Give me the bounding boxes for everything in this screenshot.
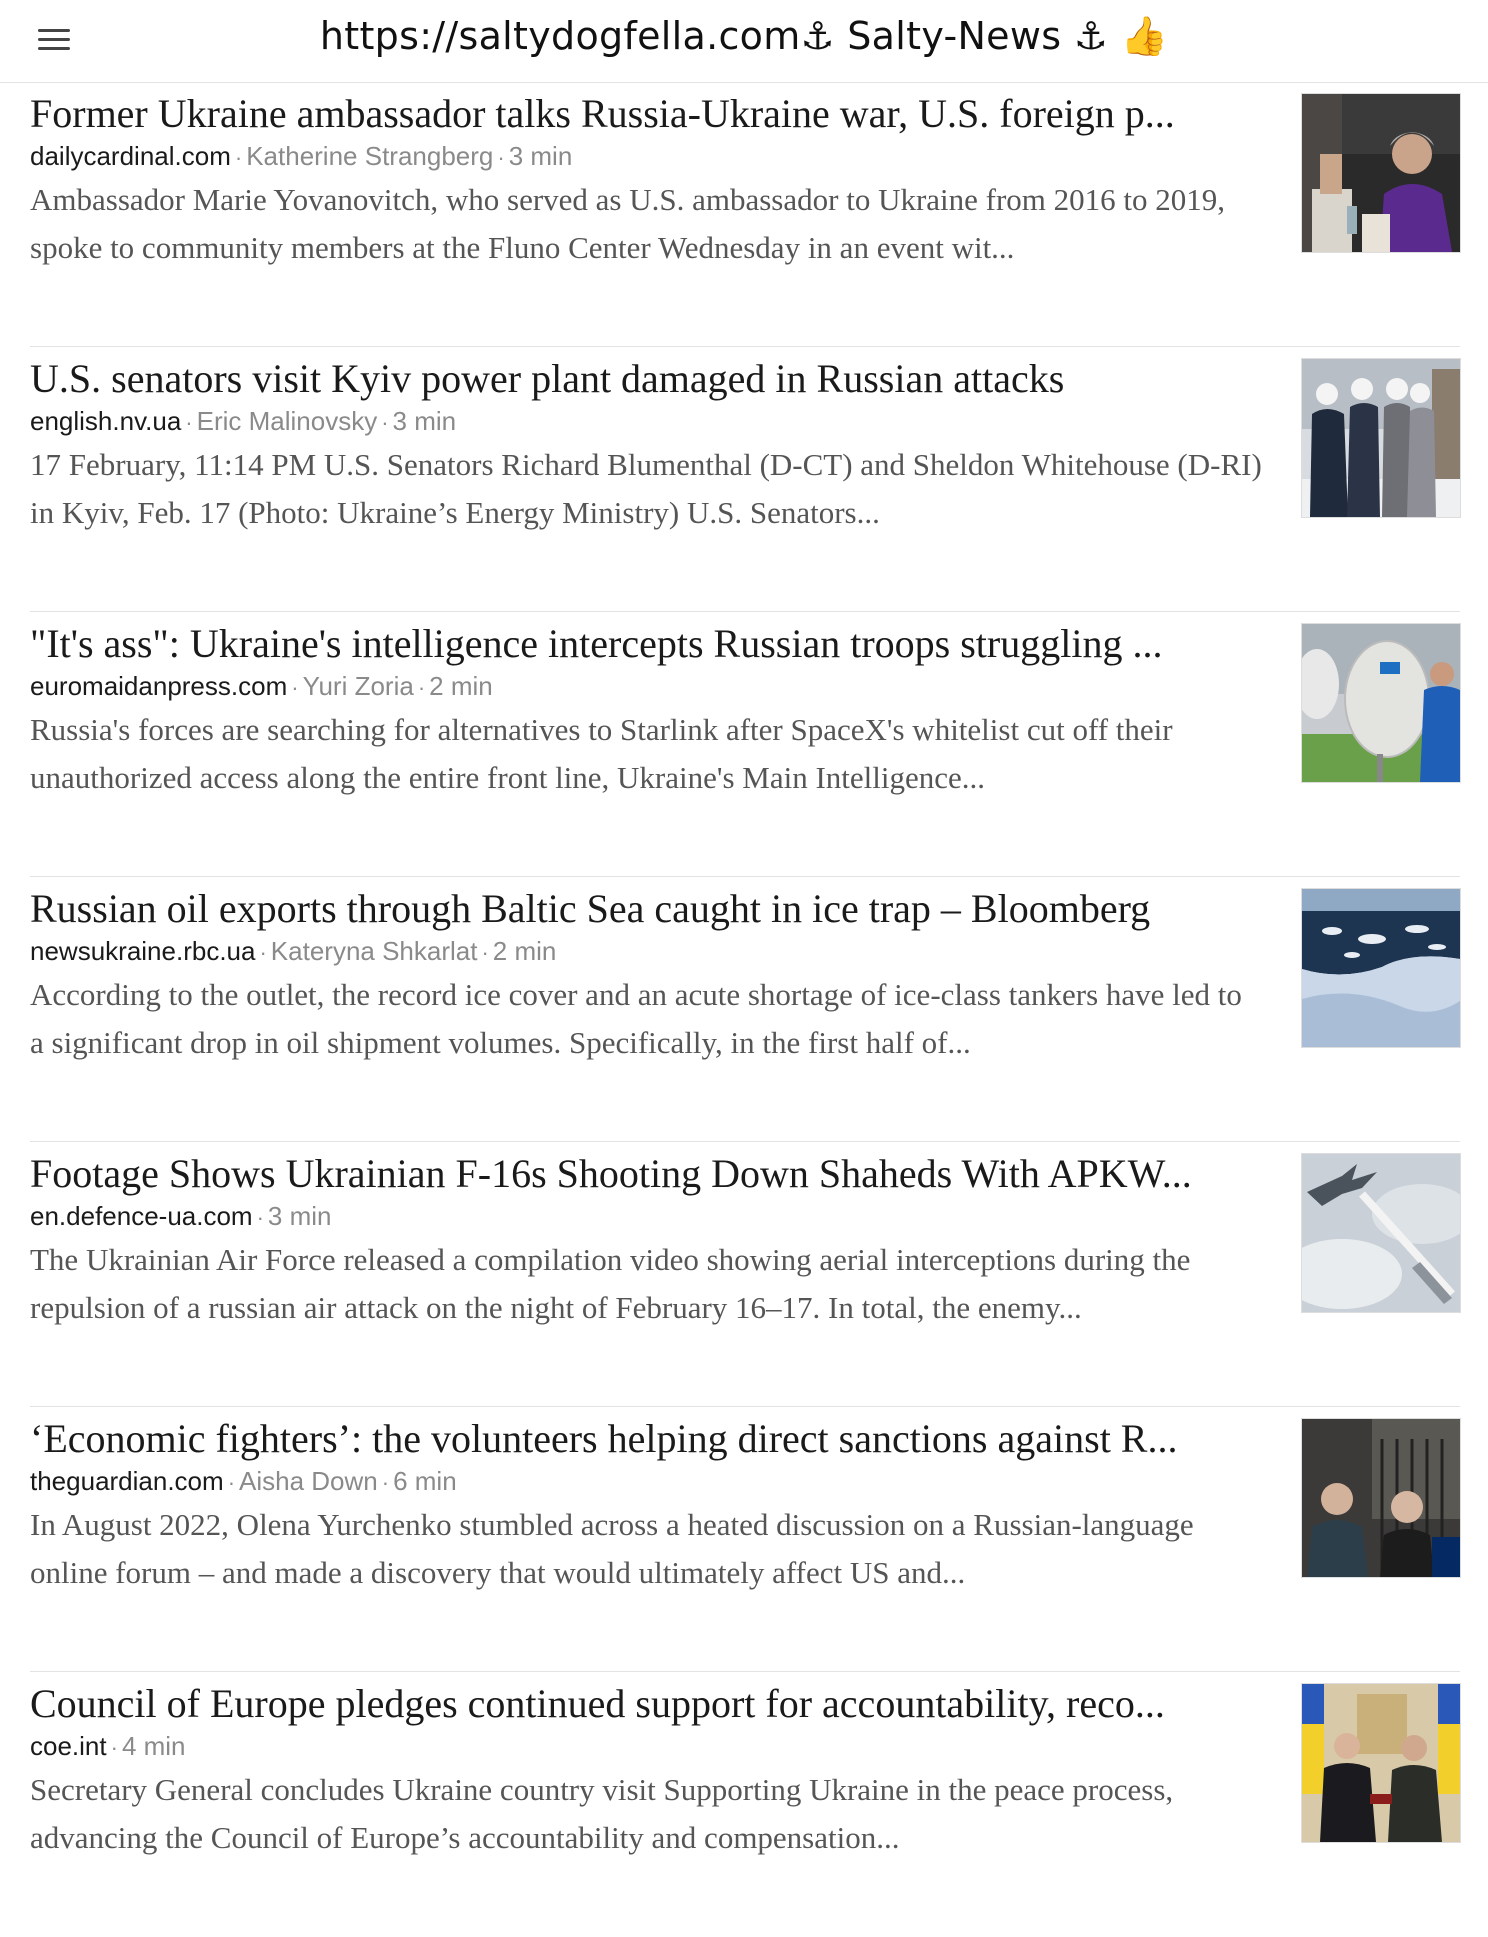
article-readtime: 2 min	[429, 671, 493, 701]
meta-separator: ·	[110, 1735, 118, 1760]
article-meta	[30, 666, 1260, 708]
fighter-jet-image	[1302, 1154, 1460, 1312]
article-readtime: 6 min	[393, 1466, 457, 1496]
article-thumbnail[interactable]	[1302, 889, 1460, 1047]
article-title[interactable]: Former Ukraine ambassador talks Russia-Ukraine war, U.S. foreign p...	[30, 91, 1175, 136]
article-title[interactable]: ‘Economic fighters’: the volunteers helping direct sanctions against R...	[30, 1416, 1178, 1461]
article-source[interactable]: newsukraine.rbc.ua	[30, 936, 256, 966]
article-thumbnail[interactable]	[1302, 94, 1460, 252]
meta-separator: ·	[227, 1470, 236, 1495]
page-title: https://saltydogfella.com⚓ Salty-News ⚓ 👍	[319, 14, 1169, 58]
article-thumbnail[interactable]	[1302, 359, 1460, 517]
article-source[interactable]: dailycardinal.com	[30, 141, 231, 171]
article-thumbnail[interactable]	[1302, 1684, 1460, 1842]
article-author: Eric Malinovsky	[196, 406, 378, 436]
article-title[interactable]: U.S. senators visit Kyiv power plant damaged in Russian attacks	[30, 356, 1065, 401]
sea-ice-image	[1302, 889, 1460, 1047]
handshake-ceremony-image	[1302, 1684, 1460, 1842]
article-card[interactable]	[30, 877, 1460, 1142]
article-title[interactable]: Council of Europe pledges continued support for accountability, reco...	[30, 1681, 1165, 1726]
article-source[interactable]: theguardian.com	[30, 1466, 224, 1496]
article-readtime: 3 min	[508, 141, 573, 171]
article-thumbnail[interactable]	[1302, 1154, 1460, 1312]
meta-separator: ·	[417, 675, 426, 700]
article-meta	[30, 1461, 1260, 1503]
article-author: Aisha Down	[239, 1466, 378, 1496]
article-card[interactable]	[30, 1142, 1460, 1407]
volunteers-photo-image	[1302, 1419, 1460, 1577]
article-meta	[30, 136, 1260, 178]
article-meta	[30, 1196, 1260, 1238]
top-bar	[0, 0, 1488, 83]
meta-separator: ·	[234, 145, 243, 170]
article-readtime: 3 min	[267, 1201, 332, 1231]
news-feed	[30, 82, 1460, 1937]
article-thumbnail[interactable]	[1302, 624, 1460, 782]
article-snippet: Ambassador Marie Yovanovitch, who served as U.S. ambassador to Ukraine from 2016 to 2019, spoke to community members at the Fluno Center Wednesday in an event wit...	[30, 182, 1226, 265]
article-snippet: 17 February, 11:14 PM U.S. Senators Richard Blumenthal (D-CT) and Sheldon Whitehouse (D-RI) in Kyiv, Feb. 17 (Photo: Ukraine’s Energy Ministry) U.S. Senators...	[30, 447, 1262, 530]
article-snippet: The Ukrainian Air Force released a compilation video showing aerial interceptions during the repulsion of a russian air attack on the night of February 16–17. In total, the enemy...	[30, 1242, 1191, 1325]
article-author: Katherine Strangberg	[246, 141, 494, 171]
article-title[interactable]: "It's ass": Ukraine's intelligence intercepts Russian troops struggling ...	[30, 621, 1163, 666]
article-author: Kateryna Shkarlat	[270, 936, 478, 966]
article-title[interactable]: Footage Shows Ukrainian F-16s Shooting Down Shaheds With APKW...	[30, 1151, 1192, 1196]
meta-separator: ·	[497, 145, 505, 170]
article-snippet: According to the outlet, the record ice cover and an acute shortage of ice-class tankers have led to a significant drop in oil shipment volumes. Specifically, in the first half of...	[30, 977, 1242, 1060]
article-meta	[30, 1726, 1260, 1768]
article-snippet: Russia's forces are searching for alternatives to Starlink after SpaceX's whitelist cut off their unauthorized access along the entire front line, Ukraine's Main Intelligence...	[30, 712, 1173, 795]
meta-separator: ·	[481, 940, 489, 965]
article-title[interactable]: Russian oil exports through Baltic Sea caught in ice trap – Bloomberg	[30, 886, 1151, 931]
speaker-photo-image	[1302, 94, 1460, 252]
meta-separator: ·	[259, 940, 267, 965]
article-readtime: 4 min	[121, 1731, 186, 1761]
article-meta	[30, 931, 1260, 973]
senators-walking-image	[1302, 359, 1460, 517]
article-readtime: 2 min	[492, 936, 557, 966]
article-card[interactable]	[30, 1672, 1460, 1937]
article-card[interactable]	[30, 612, 1460, 877]
article-source[interactable]: en.defence-ua.com	[30, 1201, 253, 1231]
meta-separator: ·	[256, 1205, 264, 1230]
meta-separator: ·	[185, 410, 193, 435]
meta-separator: ·	[381, 1470, 390, 1495]
article-card[interactable]	[30, 82, 1460, 347]
article-source[interactable]: euromaidanpress.com	[30, 671, 288, 701]
article-meta	[30, 401, 1260, 443]
article-card[interactable]	[30, 1407, 1460, 1672]
article-snippet: Secretary General concludes Ukraine country visit Supporting Ukraine in the peace process, advancing the Council of Europe’s accountability and compensation...	[30, 1772, 1174, 1855]
article-source[interactable]: english.nv.ua	[30, 406, 182, 436]
article-thumbnail[interactable]	[1302, 1419, 1460, 1577]
meta-separator: ·	[291, 675, 299, 700]
article-source[interactable]: coe.int	[30, 1731, 107, 1761]
article-author: Yuri Zoria	[302, 671, 414, 701]
article-readtime: 3 min	[392, 406, 457, 436]
article-card[interactable]	[30, 347, 1460, 612]
meta-separator: ·	[381, 410, 389, 435]
article-snippet: In August 2022, Olena Yurchenko stumbled across a heated discussion on a Russian-language online forum – and made a discovery that would ultimately affect US and...	[30, 1507, 1194, 1590]
satellite-dish-image	[1302, 624, 1460, 782]
